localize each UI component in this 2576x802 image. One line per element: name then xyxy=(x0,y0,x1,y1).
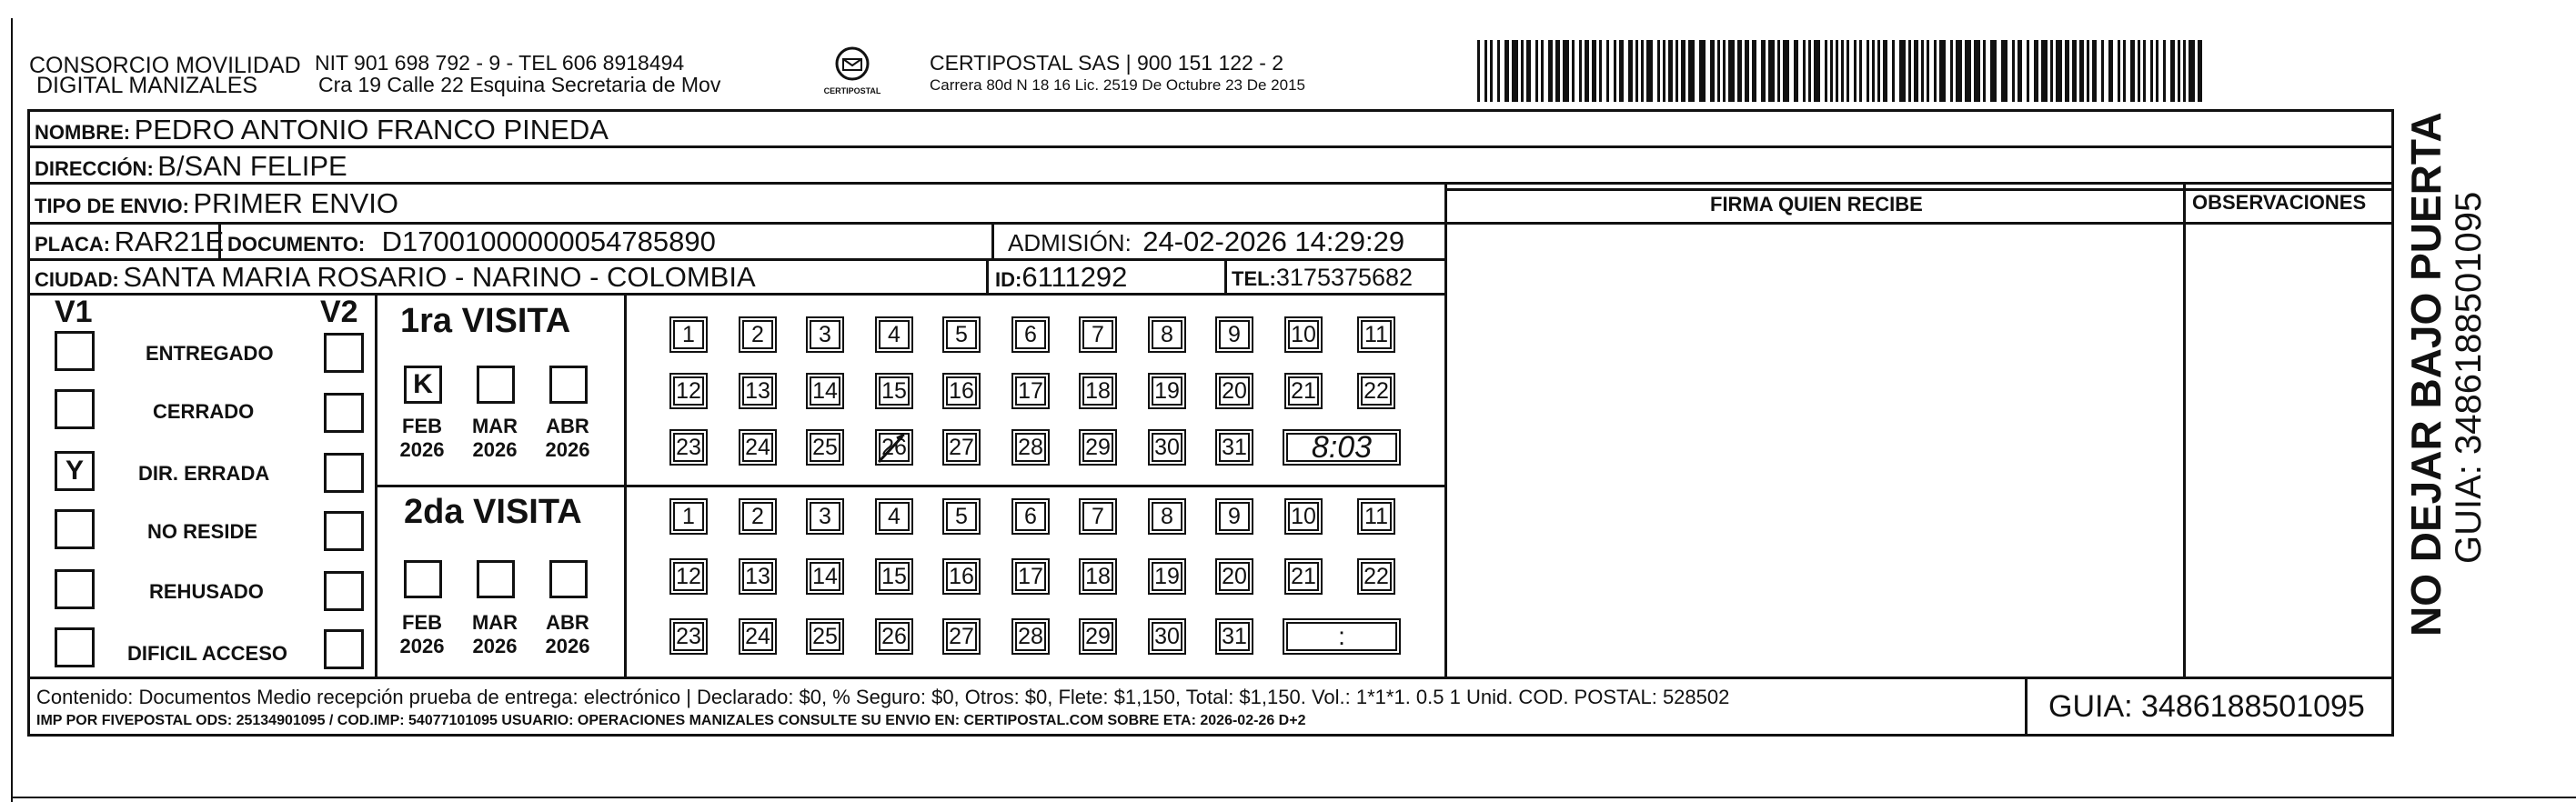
bottom-edge-line xyxy=(13,797,2576,798)
footer-content-line: Contenido: Documentos Medio recepción prueba de entrega: electrónico | Declarado: $0, % Seguro: $0, Otros: $0, Flete: $1,150, Total: $1,150. Vol.: 1*1*1. 0.5 1 Unid. COD. POSTAL: 528502 xyxy=(36,686,1730,708)
documento-value: D17001000000054785890 xyxy=(381,226,716,257)
certipostal-address: Carrera 80d N 18 16 Lic. 2519 De Octubre 23 De 2015 xyxy=(930,76,1305,94)
tel-label: TEL: xyxy=(1232,267,1276,290)
tel-value: 3175375682 xyxy=(1275,264,1414,291)
visit2-day-box[interactable]: 25 xyxy=(806,618,844,655)
visit1-day-box[interactable]: 19 xyxy=(1148,373,1186,409)
visit2-day-box[interactable]: 17 xyxy=(1011,558,1050,595)
row-divider xyxy=(27,182,2392,185)
id-field xyxy=(995,261,1127,294)
status-label-cerrado: CERRADO xyxy=(153,400,255,423)
visit2-day-box[interactable]: 10 xyxy=(1284,498,1323,535)
v1-dir-errada-checkbox[interactable]: Y xyxy=(55,451,95,491)
tipo-envio-value: PRIMER ENVIO xyxy=(193,187,399,219)
visit2-day-box[interactable]: 28 xyxy=(1011,618,1050,655)
visit2-day-box[interactable]: 7 xyxy=(1079,498,1117,535)
placa-value: RAR21E xyxy=(114,226,225,257)
firma-header: FIRMA QUIEN RECIBE xyxy=(1710,193,1923,216)
visit1-day-box[interactable]: 1 xyxy=(669,316,708,353)
admision-label: ADMISIÓN: xyxy=(1008,229,1132,256)
nombre-value: PEDRO ANTONIO FRANCO PINEDA xyxy=(134,114,609,145)
tipo-envio-label: TIPO DE ENVIO: xyxy=(35,195,189,217)
visit1-day-box[interactable]: 20 xyxy=(1215,373,1253,409)
visit2-day-box[interactable]: 13 xyxy=(739,558,777,595)
v2-header: V2 xyxy=(320,295,358,329)
row-divider xyxy=(27,222,1446,225)
visit2-time-box[interactable]: : xyxy=(1283,618,1401,655)
status-label-dificil-acceso: DIFICIL ACCESO xyxy=(127,642,288,665)
v1-rehusado-checkbox[interactable] xyxy=(55,569,95,609)
visit1-day-box[interactable]: 16 xyxy=(942,373,981,409)
visit1-day-box[interactable]: 14 xyxy=(806,373,844,409)
id-value: 6111292 xyxy=(1021,261,1128,293)
visit1-day-box[interactable]: 3 xyxy=(806,316,844,353)
visit1-day-box[interactable]: 13 xyxy=(739,373,777,409)
side-guia-text: GUIA: 3486188501095 xyxy=(2449,191,2489,564)
visit2-day-box[interactable]: 3 xyxy=(806,498,844,535)
ciudad-value: SANTA MARIA ROSARIO - NARINO - COLOMBIA xyxy=(123,261,756,293)
v1-cerrado-checkbox[interactable] xyxy=(55,389,95,429)
visit1-month-mar-checkbox[interactable] xyxy=(477,366,515,404)
visit1-day-box[interactable]: 24 xyxy=(739,429,777,466)
obs-divider xyxy=(2183,182,2186,677)
visit1-month-feb-checkbox[interactable]: K xyxy=(404,366,442,404)
visit2-day-box[interactable]: 6 xyxy=(1011,498,1050,535)
visit1-day-box[interactable]: 30 xyxy=(1148,429,1186,466)
v2-no-reside-checkbox[interactable] xyxy=(324,511,364,551)
visit2-day-box[interactable]: 16 xyxy=(942,558,981,595)
visit1-month-mar-label: MAR 2026 xyxy=(471,415,518,461)
documento-label: DOCUMENTO: xyxy=(227,233,366,256)
tel-field xyxy=(1232,264,1413,292)
col-divider xyxy=(1224,258,1227,293)
visit2-month-abr-label: ABR 2026 xyxy=(545,611,590,657)
visit2-day-box[interactable]: 31 xyxy=(1215,618,1253,655)
visit1-day-box[interactable]: 6 xyxy=(1011,316,1050,353)
footer-divider xyxy=(27,677,2392,679)
visit1-day-box[interactable]: 5 xyxy=(942,316,981,353)
visit2-day-box[interactable]: 20 xyxy=(1215,558,1253,595)
visit2-month-mar-checkbox[interactable] xyxy=(477,560,515,598)
visit1-title: 1ra VISITA xyxy=(400,302,571,340)
status-label-dir-errada: DIR. ERRADA xyxy=(138,462,270,485)
visit2-day-box[interactable]: 21 xyxy=(1284,558,1323,595)
company-address: Cra 19 Calle 22 Esquina Secretaria de Mov xyxy=(318,73,721,96)
ciudad-label: CIUDAD: xyxy=(35,268,119,291)
side-warning-text: NO DEJAR BAJO PUERTA xyxy=(2402,112,2450,637)
visit2-day-box[interactable]: 29 xyxy=(1079,618,1117,655)
visit1-day-box[interactable]: 28 xyxy=(1011,429,1050,466)
visit1-day-box[interactable]: 11 xyxy=(1357,316,1395,353)
visit2-day-box[interactable]: 12 xyxy=(669,558,708,595)
v2-cerrado-checkbox[interactable] xyxy=(324,393,364,433)
company-name-line1: CONSORCIO MOVILIDAD xyxy=(29,53,301,78)
nombre-field xyxy=(35,114,609,146)
visit1-day-box[interactable]: 18 xyxy=(1079,373,1117,409)
visit2-day-box[interactable]: 15 xyxy=(875,558,913,595)
visit1-day-box[interactable]: 15 xyxy=(875,373,913,409)
col-divider xyxy=(991,222,994,258)
v2-rehusado-checkbox[interactable] xyxy=(324,571,364,611)
row-divider xyxy=(1446,222,2392,225)
visit1-time-box[interactable]: 8:03 xyxy=(1283,429,1401,466)
sig-divider xyxy=(1444,182,1447,677)
company-name-line2: DIGITAL MANIZALES xyxy=(36,73,258,98)
visit1-day-box[interactable]: 25 xyxy=(806,429,844,466)
visit2-day-box[interactable]: 8 xyxy=(1148,498,1186,535)
visit1-day-box[interactable]: 12 xyxy=(669,373,708,409)
visit2-day-box[interactable]: 24 xyxy=(739,618,777,655)
visit1-day-box[interactable]: 2 xyxy=(739,316,777,353)
visit1-month-abr-label: ABR 2026 xyxy=(545,415,590,461)
observaciones-header: OBSERVACIONES xyxy=(2192,191,2367,214)
visit2-day-box[interactable]: 5 xyxy=(942,498,981,535)
certipostal-name: CERTIPOSTAL SAS | 900 151 122 - 2 xyxy=(930,51,1284,75)
visit1-day-box[interactable]: 10 xyxy=(1284,316,1323,353)
visit1-day-box[interactable]: 9 xyxy=(1215,316,1253,353)
visit1-month-abr-checkbox[interactable] xyxy=(549,366,588,404)
tipo-envio-field xyxy=(35,187,398,220)
placa-field xyxy=(35,226,224,258)
visit1-day-box[interactable]: 17 xyxy=(1011,373,1050,409)
visit2-month-feb-checkbox[interactable] xyxy=(404,560,442,598)
v2-dificil-acceso-checkbox[interactable] xyxy=(324,629,364,669)
barcode xyxy=(1477,40,2210,102)
v2-dir-errada-checkbox[interactable] xyxy=(324,453,364,493)
v1-no-reside-checkbox[interactable] xyxy=(55,509,95,549)
visit2-day-box[interactable]: 19 xyxy=(1148,558,1186,595)
v1-entregado-checkbox[interactable] xyxy=(55,331,95,371)
placa-label: PLACA: xyxy=(35,233,111,256)
visit1-month-feb-label: FEB 2026 xyxy=(399,415,445,461)
visit1-day-box[interactable]: 31 xyxy=(1215,429,1253,466)
id-label: ID: xyxy=(995,268,1022,291)
direccion-field xyxy=(35,150,347,183)
logo-text: CERTIPOSTAL xyxy=(823,86,881,95)
day-26-strike-mark xyxy=(870,431,911,469)
v2-entregado-checkbox[interactable] xyxy=(324,333,364,373)
visit2-day-box[interactable]: 18 xyxy=(1079,558,1117,595)
visit1-day-box[interactable]: 23 xyxy=(669,429,708,466)
direccion-label: DIRECCIÓN: xyxy=(35,157,154,180)
visit2-day-box[interactable]: 9 xyxy=(1215,498,1253,535)
visit2-day-box[interactable]: 30 xyxy=(1148,618,1186,655)
company-nit: NIT 901 698 792 - 9 - TEL 606 8918494 xyxy=(315,51,685,75)
footer-guia: GUIA: 3486188501095 xyxy=(2048,689,2365,724)
visit2-day-box[interactable]: 23 xyxy=(669,618,708,655)
v1-dificil-acceso-checkbox[interactable] xyxy=(55,627,95,667)
admision-value: 24-02-2026 14:29:29 xyxy=(1142,226,1405,257)
nombre-label: NOMBRE: xyxy=(35,121,131,144)
left-edge-line xyxy=(11,18,13,802)
visit1-day-box[interactable]: 7 xyxy=(1079,316,1117,353)
visit2-month-mar-label: MAR 2026 xyxy=(471,611,518,657)
direccion-value: B/SAN FELIPE xyxy=(157,150,347,182)
visit1-day-box[interactable]: 4 xyxy=(875,316,913,353)
footer-guia-divider xyxy=(2025,677,2028,737)
visit2-title: 2da VISITA xyxy=(404,493,582,531)
status-label-rehusado: REHUSADO xyxy=(149,580,264,603)
visit1-day-box[interactable]: 22 xyxy=(1357,373,1395,409)
status-label-no-reside: NO RESIDE xyxy=(147,520,258,543)
visit2-month-feb-label: FEB 2026 xyxy=(399,611,445,657)
visit1-day-box[interactable]: 27 xyxy=(942,429,981,466)
visit2-day-box[interactable]: 11 xyxy=(1357,498,1395,535)
status-label-entregado: ENTREGADO xyxy=(146,342,274,365)
visit2-day-box[interactable]: 26 xyxy=(875,618,913,655)
visit-separator xyxy=(375,485,1444,487)
visit2-day-box[interactable]: 1 xyxy=(669,498,708,535)
col-divider xyxy=(986,258,989,293)
visit2-day-box[interactable]: 14 xyxy=(806,558,844,595)
documento-field xyxy=(227,226,716,258)
visit2-day-box[interactable]: 4 xyxy=(875,498,913,535)
visit2-day-box[interactable]: 2 xyxy=(739,498,777,535)
footer-imp-line: IMP POR FIVEPOSTAL ODS: 25134901095 / COD.IMP: 54077101095 USUARIO: OPERACIONES MANIZALES CONSULTE SU ENVIO EN: CERTIPOSTAL.COM SOBRE ETA: 2026-02-26 D+2 xyxy=(36,713,1306,728)
visit2-day-box[interactable]: 27 xyxy=(942,618,981,655)
certipostal-logo xyxy=(811,45,893,104)
visit1-day-box[interactable]: 26 xyxy=(875,429,913,466)
ciudad-field xyxy=(35,261,756,294)
visit2-month-abr-checkbox[interactable] xyxy=(549,560,588,598)
envelope-circle-icon xyxy=(832,45,872,82)
visit1-day-box[interactable]: 21 xyxy=(1284,373,1323,409)
v1-header: V1 xyxy=(55,295,93,329)
visit1-day-box[interactable]: 29 xyxy=(1079,429,1117,466)
visit1-day-box[interactable]: 8 xyxy=(1148,316,1186,353)
admision-field xyxy=(1008,226,1404,258)
visit2-day-box[interactable]: 22 xyxy=(1357,558,1395,595)
